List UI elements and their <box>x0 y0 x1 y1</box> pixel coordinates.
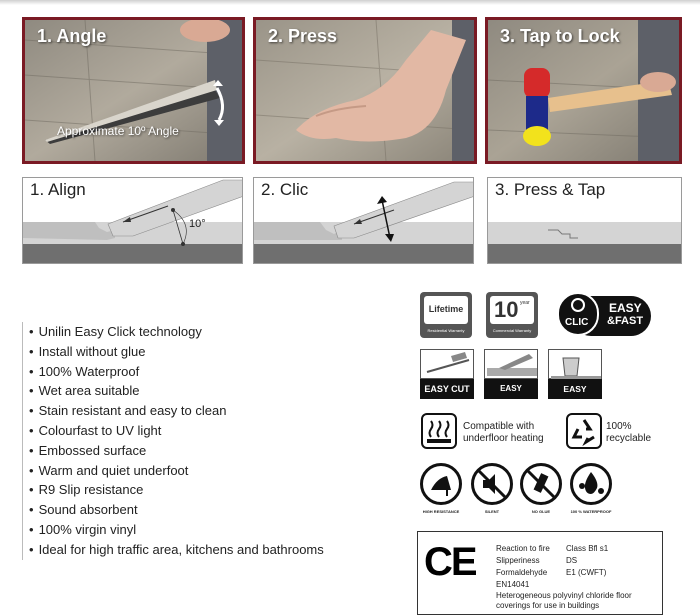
high-heel-icon <box>420 463 462 505</box>
remove-plank-icon <box>484 349 538 379</box>
feature-item: • Install without glue <box>29 342 324 362</box>
feature-item: • 100% virgin vinyl <box>29 520 324 540</box>
water-drop-icon <box>570 463 612 505</box>
waterproof-label: 100 % WATERPROOF <box>570 509 612 514</box>
easy-remove-badge <box>484 349 538 413</box>
lifetime-title: Lifetime <box>428 304 464 314</box>
muted-speaker-icon <box>471 463 513 505</box>
ce-certification-box <box>417 531 663 615</box>
diagram-title: 3. Press & Tap <box>495 180 606 199</box>
photo-title: 1. Angle <box>37 26 107 46</box>
easy-cut-label: EASY CUT <box>420 379 474 399</box>
photo-tap <box>485 17 682 164</box>
recyclable-pct: 100% <box>606 421 632 432</box>
ten-year-number: 10 <box>494 297 519 322</box>
diagram-align <box>22 177 243 264</box>
angle-degree-label: 10° <box>189 218 206 230</box>
clic-line1: EASY <box>609 301 642 315</box>
feature-item: • Colourfast to UV light <box>29 421 324 441</box>
no-glue-icon <box>520 463 562 505</box>
ten-year-warranty-badge <box>486 292 538 338</box>
easy-cut-badge <box>420 349 474 399</box>
photo-angle <box>22 17 245 164</box>
recycle-icon <box>566 413 602 449</box>
clic-easy-fast-badge <box>557 292 653 338</box>
underfloor-heating-icon <box>421 413 457 449</box>
recyclable-text: recyclable <box>606 433 652 444</box>
easy-remove-label: EASY REMOVE <box>484 379 538 399</box>
feature-item: • Embossed surface <box>29 441 324 461</box>
no-glue-label: NO GLUE <box>531 509 551 514</box>
high-resistance-label: HIGH RESISTANCE <box>422 509 460 514</box>
photo-title: 3. Tap to Lock <box>500 26 620 46</box>
ten-year-unit: year <box>520 300 530 306</box>
ce-row-label: Reaction to fire <box>496 544 550 553</box>
feature-item: • Sound absorbent <box>29 500 324 520</box>
ce-mark: CE <box>424 540 476 584</box>
photo-press <box>253 17 477 164</box>
clic-word: CLIC <box>565 317 589 328</box>
cutter-icon <box>420 349 474 379</box>
photo-title: 2. Press <box>268 26 338 46</box>
diagram-title: 1. Align <box>30 180 86 199</box>
ce-description: Heterogeneous polyvinyl chloride floor coverings for use in buildings <box>496 591 632 610</box>
easy-clean-badge <box>548 349 602 414</box>
lifetime-sub: Residential Warranty <box>427 328 465 333</box>
lifetime-warranty-badge <box>420 292 472 338</box>
feature-item: • Wet area suitable <box>29 381 324 401</box>
feature-item: • Ideal for high traffic area, kitchens and bathrooms <box>29 540 324 560</box>
feature-item: • 100% Waterproof <box>29 362 324 382</box>
ten-year-sub: Commercial Warranty <box>492 328 532 333</box>
diagram-clic <box>253 177 474 264</box>
ce-row-value: Class Bfl s1 <box>566 544 609 553</box>
diagram-title: 2. Clic <box>261 180 309 199</box>
feature-list <box>22 322 324 560</box>
underfloor-text: Compatible with underfloor heating <box>463 421 544 444</box>
ce-row-value: DS <box>566 556 578 565</box>
feature-item: • Unilin Easy Click technology <box>29 322 324 342</box>
feature-item: • Warm and quiet underfoot <box>29 461 324 481</box>
diagram-press-tap <box>487 177 682 264</box>
ce-standard: EN14041 <box>496 580 530 589</box>
feature-item: • R9 Slip resistance <box>29 480 324 500</box>
ce-row-value: E1 (CWFT) <box>566 568 607 577</box>
angle-caption: Approximate 10º Angle <box>57 124 179 138</box>
ce-row-label: Formaldehyde <box>496 568 548 577</box>
silent-label: SILENT <box>484 509 500 514</box>
clic-line2: &FAST <box>607 315 644 327</box>
ce-row-label: Slipperiness <box>496 556 540 565</box>
top-gradient-bar <box>0 0 700 5</box>
easy-clean-label: EASY CLEAN <box>548 379 602 399</box>
bucket-icon <box>548 349 602 379</box>
feature-item: • Stain resistant and easy to clean <box>29 401 324 421</box>
clic-click-icon <box>571 298 585 312</box>
